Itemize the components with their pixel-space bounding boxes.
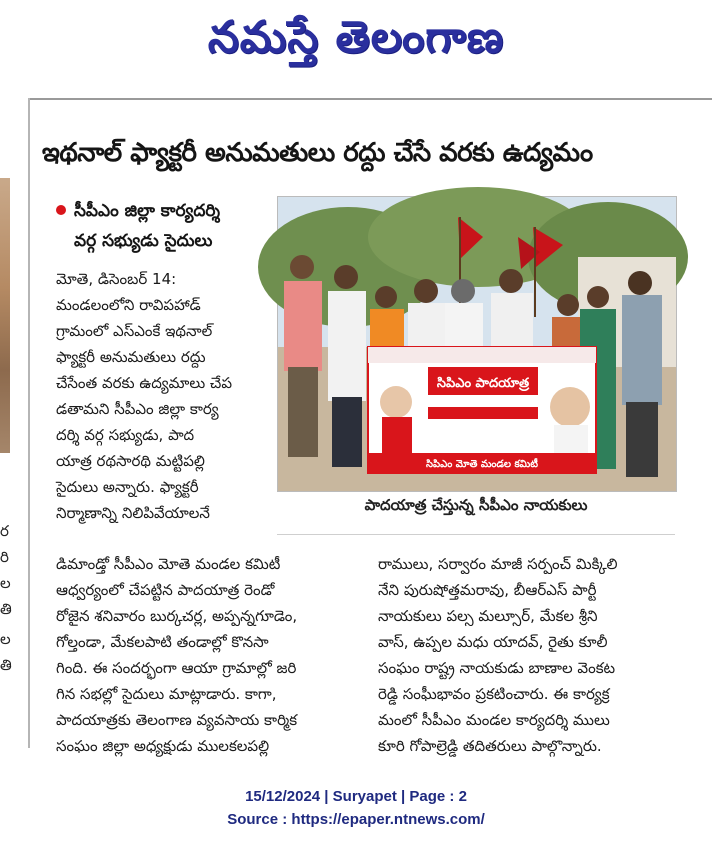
banner-title: సిపిఎం పాదయాత్ర <box>436 376 530 391</box>
body-line: గింది. ఈ సందర్భంగా ఆయా గ్రామాల్లో జరి <box>56 659 297 677</box>
caption-divider <box>277 534 675 535</box>
article-column-bottom-left <box>56 551 366 759</box>
article-subhead <box>74 196 274 256</box>
neighbor-article-text: ర <box>0 522 9 540</box>
subhead-line: వర్గ సభ్యుడు సైదులు <box>74 231 213 251</box>
neighbor-article-photo <box>0 178 10 453</box>
body-line: గిన సభల్లో సైదులు మాట్లాడారు. కాగా, <box>56 685 277 703</box>
body-line: రాములు, సర్వారం మాజీ సర్పంచ్ మిక్కిలి <box>378 555 618 573</box>
body-line: మోతె, డిసెంబర్ 14: <box>56 270 177 288</box>
article-column-bottom-right <box>378 551 678 759</box>
photo-caption: పాదయాత్ర చేస్తున్న సీపీఎం నాయకులు <box>364 496 588 514</box>
body-line: కూరి గోపాల్రెడ్డి తదితరులు పాల్గొన్నారు. <box>378 737 602 755</box>
neighbor-article-text: ల <box>0 630 11 648</box>
body-line: చేసేంత వరకు ఉద్యమాలు చేప <box>56 374 232 392</box>
body-line: రోజైన శనివారం బుర్కచర్ల, అప్పన్నగూడెం, <box>56 607 298 625</box>
body-line: సంఘం రాష్ట్ర నాయకుడు బాణాల వెంకట <box>378 659 616 677</box>
article-photo <box>277 196 677 492</box>
column-divider <box>28 98 30 748</box>
bullet-icon <box>56 205 66 215</box>
body-line: ఫ్యాక్టరీ అనుమతులు రద్దు <box>56 348 206 366</box>
masthead-divider <box>28 98 712 100</box>
body-line: పాదయాత్రకు తెలంగాణ వ్యవసాయ కార్మిక <box>56 711 298 729</box>
neighbor-article-text: ల <box>0 574 11 592</box>
body-line: రెడ్డి సంఘీభావం ప్రకటించారు. ఈ కార్యక్ర <box>378 685 610 703</box>
body-line: యాత్ర రథసారథి మట్టిపల్లి <box>56 452 205 470</box>
body-line: దర్శి వర్గ సభ్యుడు, పాద <box>56 426 195 444</box>
body-line: నేని పురుషోత్తమరావు, బీఆర్ఎస్ పార్టీ <box>378 581 597 599</box>
body-line: నిర్మాణాన్ని నిలిపివేయాలనే <box>56 504 210 522</box>
banner-footer: సిపిఎం మోతె మండల కమిటీ <box>426 459 538 470</box>
neighbor-article-text: తి <box>0 600 12 618</box>
masthead-title: నమస్తే తెలంగాణ <box>207 12 505 63</box>
neighbor-article-text: తి <box>0 656 12 674</box>
masthead <box>0 0 712 86</box>
body-line: సైదులు అన్నారు. ఫ్యాక్టరీ <box>56 478 199 496</box>
footer-source-line: Source : https://epaper.ntnews.com/ <box>227 811 485 828</box>
body-line: నాయకులు పల్స మల్సూర్, మేకల శ్రీని <box>378 607 598 625</box>
body-line: సంఘం జిల్లా అధ్యక్షుడు ములకలపల్లి <box>56 737 270 755</box>
article-column-left <box>56 266 261 526</box>
footer-date-line: 15/12/2024 | Suryapet | Page : 2 <box>245 788 467 805</box>
body-line: డిమాండ్తో సీపీఎం మోతె మండల కమిటీ <box>56 555 281 573</box>
neighbor-article-text: రి <box>0 548 9 566</box>
photo-illustration <box>278 197 676 491</box>
body-line: వాస్, ఉప్పల మధు యాదవ్, రైతు కూలీ <box>378 633 608 651</box>
body-line: గ్రామంలో ఎస్ఎంకే ఇథనాల్ <box>56 322 213 340</box>
subhead-line: సీపీఎం జిల్లా కార్యదర్శి <box>74 201 221 221</box>
body-line: డతామని సీపీఎం జిల్లా కార్య <box>56 400 219 418</box>
article-headline: ఇథనాల్ ఫ్యాక్టరీ అనుమతులు రద్దు చేసే వరకు ఉద్యమం <box>42 138 593 168</box>
body-line: గోల్తండా, మేకలపాటి తండాల్లో కొనసా <box>56 633 269 651</box>
body-line: మంలో సీపీఎం మండల కార్యదర్శి ములు <box>378 711 610 729</box>
body-line: మండలంలోని రావిపహాడ్ <box>56 296 201 314</box>
body-line: ఆధ్వర్యంలో చేపట్టిన పాదయాత్ర రెండో <box>56 581 275 599</box>
